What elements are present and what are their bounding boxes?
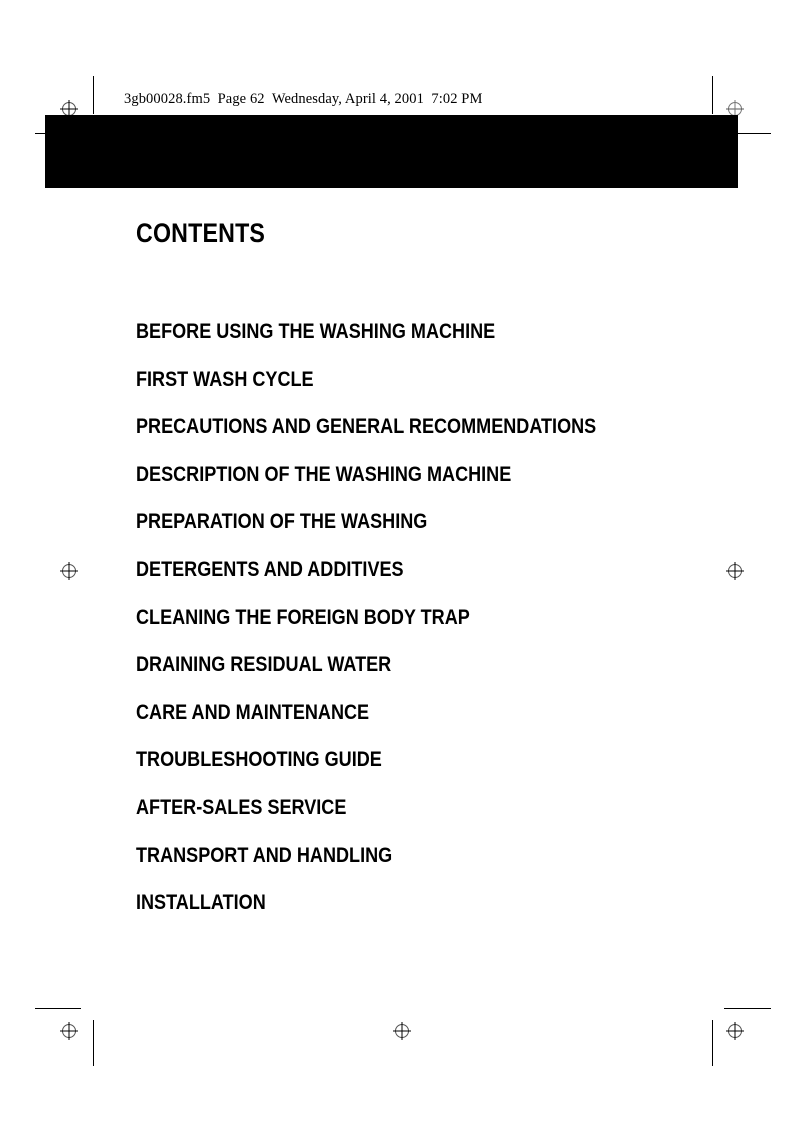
crop-mark-bottom-left-horizontal [35, 1008, 81, 1009]
toc-item: CLEANING THE FOREIGN BODY TRAP [136, 605, 470, 629]
toc-item: AFTER-SALES SERVICE [136, 795, 347, 819]
toc-item: TRANSPORT AND HANDLING [136, 843, 393, 867]
toc-item: PRECAUTIONS AND GENERAL RECOMMENDATIONS [136, 415, 597, 439]
print-slug-line: 3gb00028.fm5 Page 62 Wednesday, April 4, 2001 7:02 PM [124, 91, 483, 107]
crop-mark-bottom-right-horizontal [724, 1008, 771, 1009]
toc-item: PREPARATION OF THE WASHING [136, 510, 428, 534]
header-bar [45, 115, 738, 188]
crop-mark-bottom-left-vertical [93, 1020, 94, 1066]
registration-mark-icon [726, 1022, 744, 1040]
crop-mark-top-left-horizontal [35, 133, 45, 134]
toc-item: BEFORE USING THE WASHING MACHINE [136, 320, 496, 343]
toc-item: INSTALLATION [136, 891, 266, 915]
toc-item: DRAINING RESIDUAL WATER [136, 653, 392, 677]
crop-mark-bottom-right-vertical [712, 1020, 713, 1066]
toc-item: CARE AND MAINTENANCE [136, 700, 370, 724]
crop-mark-top-right-horizontal [738, 133, 771, 134]
page-title: CONTENTS [136, 218, 266, 248]
crop-mark-top-left-vertical [93, 76, 94, 114]
toc-item: DESCRIPTION OF THE WASHING MACHINE [136, 462, 512, 486]
registration-mark-icon [393, 1022, 411, 1040]
crop-mark-top-right-vertical [712, 76, 713, 114]
toc-item: TROUBLESHOOTING GUIDE [136, 748, 382, 772]
toc-item: FIRST WASH CYCLE [136, 367, 314, 391]
registration-mark-icon [60, 1022, 78, 1040]
toc-item: DETERGENTS AND ADDITIVES [136, 557, 404, 581]
table-of-contents [136, 318, 671, 937]
registration-mark-icon [60, 562, 78, 580]
registration-mark-icon [726, 562, 744, 580]
